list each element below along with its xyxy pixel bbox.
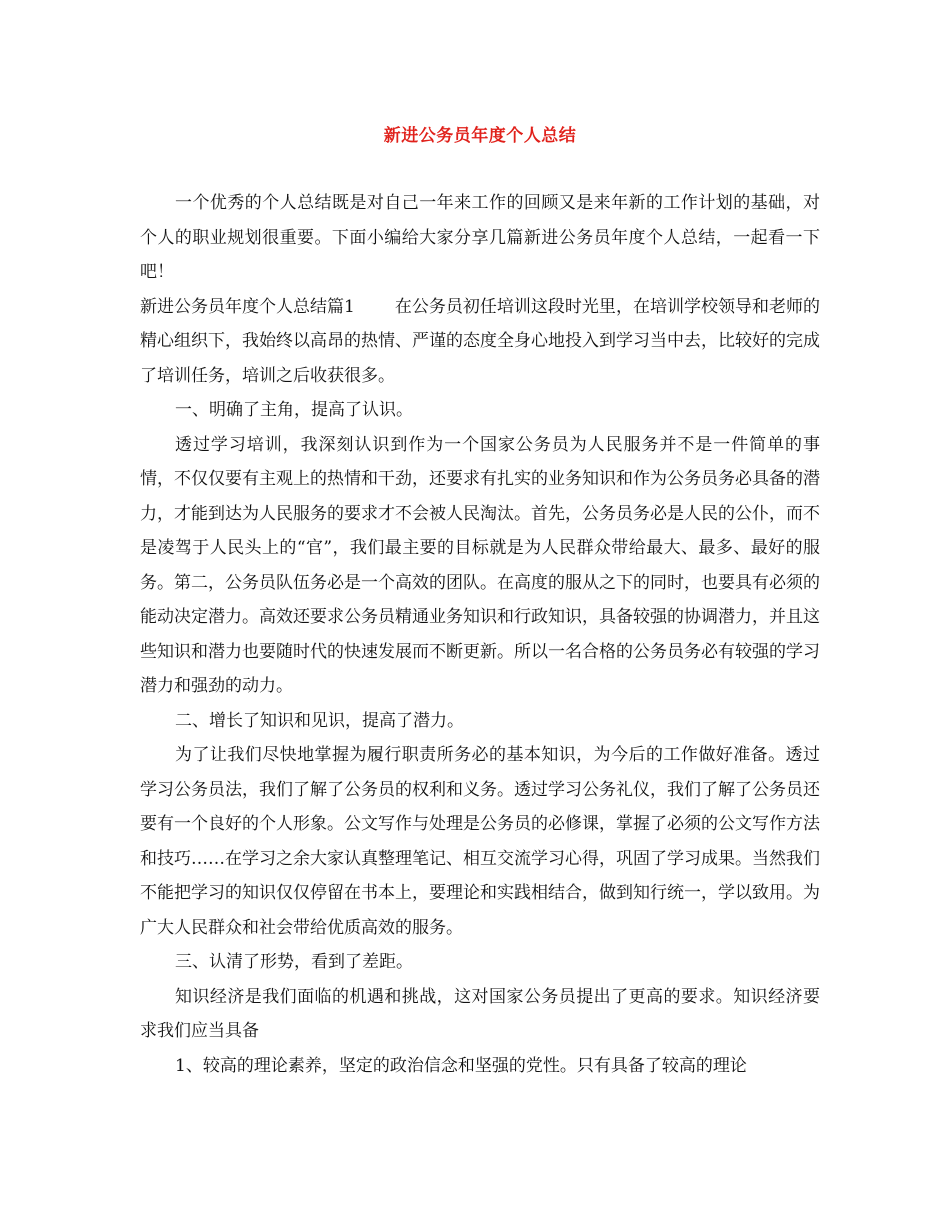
section3-heading: 三、认清了形势，看到了差距。 (175, 952, 413, 972)
document-page (140, 0, 820, 1230)
section2-heading: 二、增长了知识和见识，提高了潜力。 (175, 710, 464, 731)
item1-paragraph: 1、较高的理论素养，坚定的政治信念和坚强的党性。只有具备了较高的理论 (175, 1055, 747, 1076)
chapter-paragraph (140, 290, 820, 394)
intro-paragraph: 一个优秀的个人总结既是对自己一年来工作的回顾又是来年新的工作计划的基础，对个人的职业规划很重要。下面小编给大家分享几篇新进公务员年度个人总结，一起看一下吧！ (140, 193, 820, 282)
section1-heading: 一、明确了主角，提高了认识。 (175, 400, 413, 420)
document-body (140, 186, 820, 1083)
document-title: 新进公务员年度个人总结 (383, 126, 577, 146)
section3-paragraph: 知识经济是我们面临的机遇和挑战，这对国家公务员提出了更高的要求。知识经济要求我们应当具备 (140, 986, 820, 1041)
chapter-heading: 新进公务员年度个人总结篇1 (140, 296, 355, 317)
chapter-text: 在公务员初任培训这段时光里，在培训学校领导和老师的精心组织下，我始终以高昂的热情、严谨的态度全身心地投入到学习当中去，比较好的完成了培训任务，培训之后收获很多。 (140, 296, 820, 386)
section1-paragraph: 透过学习培训，我深刻认识到作为一个国家公务员为人民服务并不是一件简单的事情，不仅仅要有主观上的热情和干劲，还要求有扎实的业务知识和作为公务员务必具备的潜力，才能到达为人民服务的要求才不会被人民淘汰。首先，公务员务必是人民的公仆，而不是凌驾于人民头上的“官”，我们最主要的目标就是为人民群众带给最大、最多、最好的服务。第二，公务员队伍务必是一个高效的团队。在高度的服从之下的同时，也要具有必须的能动决定潜力。高效还要求公务员精通业务知识和行政知识，具备较强的协调潜力，并且这些知识和潜力也要随时代的快速发展而不断更新。所以一名合格的公务员务必有较强的学习潜力和强劲的动力。 (140, 434, 820, 696)
section2-paragraph: 为了让我们尽快地掌握为履行职责所务必的基本知识，为今后的工作做好准备。透过学习公务员法，我们了解了公务员的权利和义务。透过学习公务礼仪，我们了解了公务员还要有一个良好的个人形象。公文写作与处理是公务员的必修课，掌握了必须的公文写作方法和技巧……在学习之余大家认真整理笔记、相互交流学习心得，巩固了学习成果。当然我们不能把学习的知识仅仅停留在书本上，要理论和实践相结合，做到知行统一，学以致用。为广大人民群众和社会带给优质高效的服务。 (140, 745, 820, 938)
